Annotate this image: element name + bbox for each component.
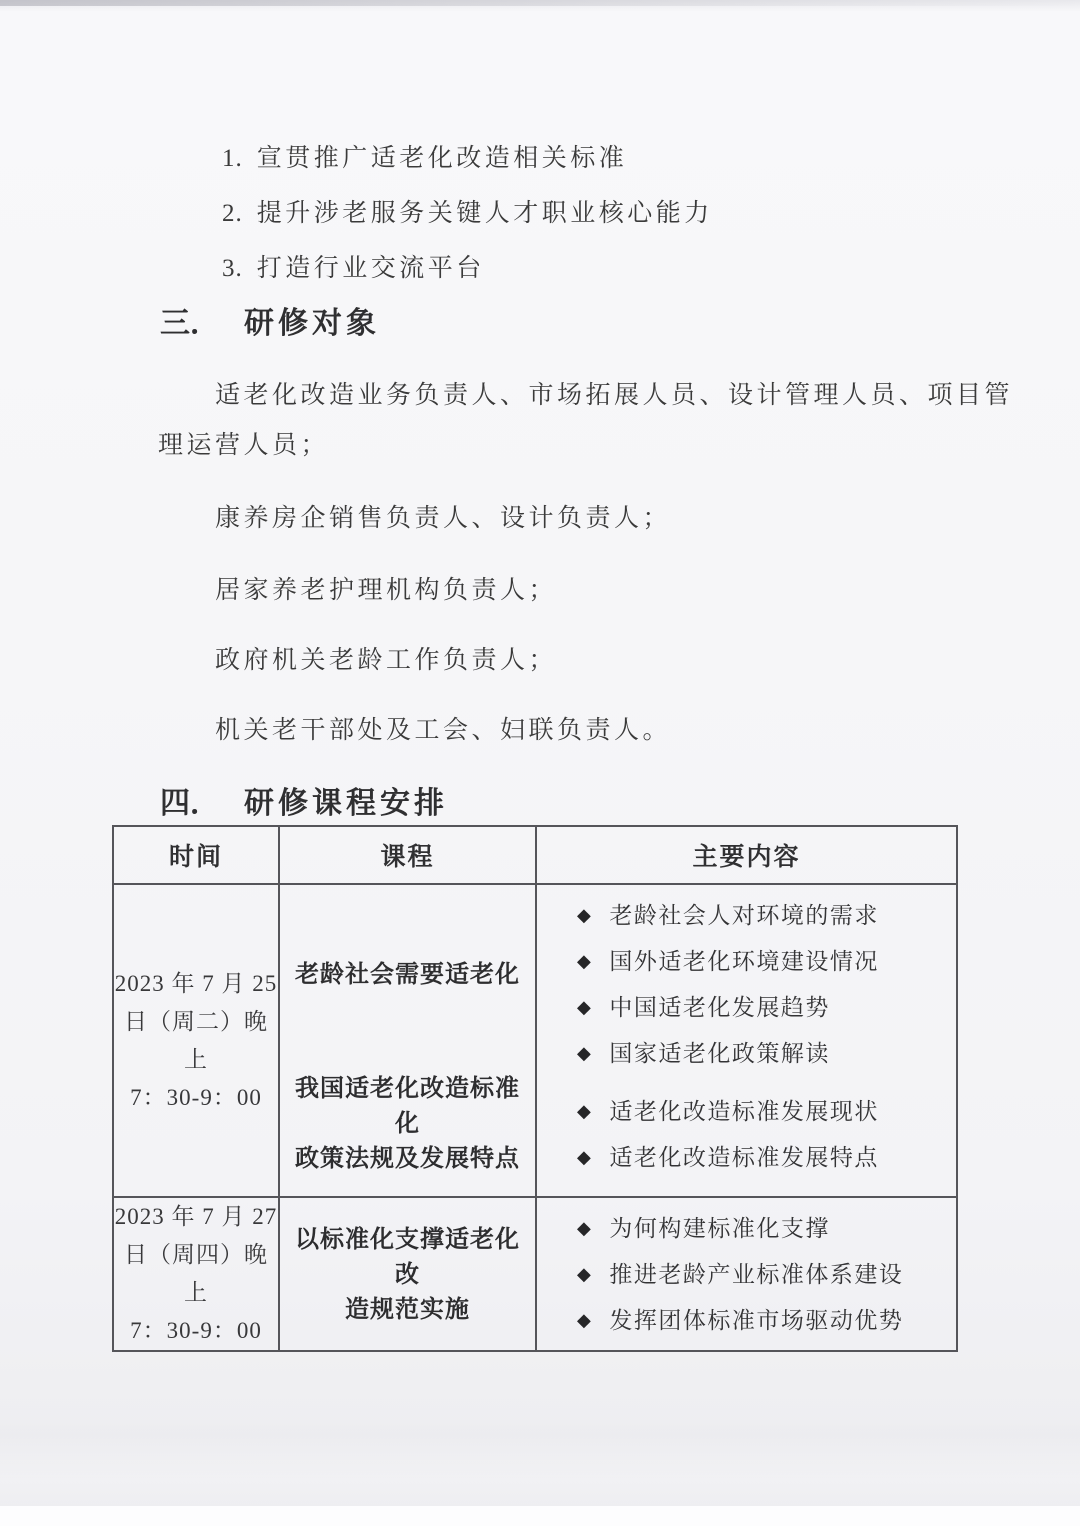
course-name-line: 以标准化支撑适老化改 <box>295 1225 520 1288</box>
numbered-item-2 <box>222 193 713 229</box>
section-number: 四． <box>160 787 220 820</box>
item-text: 提升涉老服务关键人才职业核心能力 <box>256 200 713 227</box>
diamond-bullet-icon: ◆ <box>577 1217 593 1239</box>
diamond-bullet-icon: ◆ <box>577 905 593 926</box>
numbered-item-1 <box>222 138 627 174</box>
bullet-point <box>577 1304 956 1337</box>
item-number: 3. <box>222 255 243 282</box>
scan-edge-shadow-bottom <box>0 1418 1080 1506</box>
time-line: 7：30-9：00 <box>130 1318 262 1343</box>
diamond-bullet-icon: ◆ <box>577 1263 593 1285</box>
section-number: 三． <box>160 307 220 340</box>
bullet-point <box>577 1258 956 1291</box>
content-cell <box>536 1197 957 1351</box>
item-text: 宣贯推广适老化改造相关标准 <box>256 145 628 172</box>
course-name-line: 我国适老化改造标准化 <box>295 1075 520 1137</box>
bullet-text: 老龄社会人对环境的需求 <box>609 903 879 928</box>
diamond-bullet-icon: ◆ <box>577 997 593 1018</box>
paragraph-line: 政府机关老龄工作负责人； <box>215 647 558 674</box>
bullet-group <box>577 1095 948 1174</box>
course-cell <box>279 1197 536 1351</box>
table-header-row <box>113 826 957 884</box>
bullet-text: 适老化改造标准发展特点 <box>609 1145 879 1170</box>
paragraph-line: 理运营人员； <box>158 432 330 459</box>
numbered-item-3 <box>222 248 485 284</box>
course-name-line: 政策法规及发展特点 <box>295 1145 520 1172</box>
item-text: 打造行业交流平台 <box>256 255 485 282</box>
bullet-group <box>577 899 948 1070</box>
time-cell <box>113 1197 279 1351</box>
bullet-text: 中国适老化发展趋势 <box>609 995 830 1020</box>
time-line: 2023 年 7 月 27 <box>114 1204 278 1229</box>
scan-edge-shadow-top <box>0 0 1080 6</box>
paragraph-line: 居家养老护理机构负责人； <box>215 577 558 604</box>
course-name <box>286 1222 529 1327</box>
bullet-point <box>577 991 948 1024</box>
paragraph-line: 机关老干部处及工会、妇联负责人。 <box>215 717 672 744</box>
header-cell-time: 时间 <box>113 826 279 884</box>
paragraph-line: 康养房企销售负责人、设计负责人； <box>215 505 672 532</box>
bullet-point <box>577 1095 948 1128</box>
course-name-line: 造规范实施 <box>345 1295 470 1323</box>
bullet-text: 适老化改造标准发展现状 <box>609 1099 879 1124</box>
diamond-bullet-icon: ◆ <box>577 1309 593 1331</box>
bullet-point <box>577 945 948 978</box>
diamond-bullet-icon: ◆ <box>577 1043 593 1064</box>
time-line: 2023 年 7 月 25 <box>114 970 278 996</box>
scan-edge-highlight-bottom <box>0 1506 1080 1526</box>
table-row-july25 <box>113 884 957 1197</box>
bullet-point <box>577 1141 948 1174</box>
course-name <box>286 1071 529 1176</box>
time-line: 日（周二）晚上 <box>124 1008 268 1072</box>
diamond-bullet-icon: ◆ <box>577 951 593 972</box>
table-row-july27 <box>113 1197 957 1351</box>
item-number: 1. <box>222 145 243 172</box>
paragraph-line: 适老化改造业务负责人、市场拓展人员、设计管理人员、项目管 <box>215 382 1014 409</box>
content-cell <box>536 884 957 1197</box>
bullet-text: 为何构建标准化支撑 <box>609 1215 830 1241</box>
header-cell-course: 课程 <box>279 826 536 884</box>
bullet-text: 国外适老化环境建设情况 <box>609 949 879 974</box>
bullet-point <box>577 899 948 932</box>
item-number: 2. <box>222 200 243 227</box>
time-line: 7：30-9：00 <box>130 1084 262 1110</box>
section-title: 研修对象 <box>244 307 380 340</box>
time-line: 日（周四）晚上 <box>124 1242 268 1305</box>
section-heading-schedule <box>160 778 448 822</box>
header-cell-content: 主要内容 <box>536 826 957 884</box>
section-title: 研修课程安排 <box>244 787 448 820</box>
bullet-point <box>577 1212 956 1245</box>
diamond-bullet-icon: ◆ <box>577 1101 593 1122</box>
course-schedule-table <box>112 825 958 1352</box>
bullet-text: 发挥团体标准市场驱动优势 <box>609 1307 904 1333</box>
course-name: 老龄社会需要适老化 <box>295 961 520 988</box>
bullet-point <box>577 1037 948 1070</box>
course-cell <box>279 884 536 1197</box>
bullet-text: 国家适老化政策解读 <box>609 1041 830 1066</box>
time-cell <box>113 884 279 1197</box>
diamond-bullet-icon: ◆ <box>577 1147 593 1168</box>
bullet-text: 推进老龄产业标准体系建设 <box>609 1261 904 1287</box>
section-heading-audience <box>160 298 380 342</box>
